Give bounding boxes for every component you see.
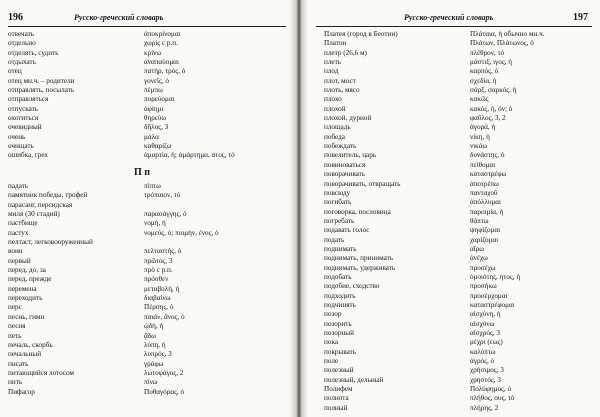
russian-headword: позор bbox=[324, 310, 342, 319]
russian-headword: перед, прежде bbox=[8, 275, 52, 284]
dictionary-entry bbox=[324, 77, 598, 86]
dictionary-entry bbox=[8, 275, 290, 284]
greek-translation: πίπτω bbox=[144, 182, 161, 190]
dictionary-entry bbox=[8, 30, 290, 39]
entries-right-page bbox=[324, 30, 598, 413]
dictionary-entry bbox=[324, 329, 598, 338]
greek-translation: φαῦλος, 3, 2 bbox=[470, 114, 506, 123]
greek-translation: χωρὶς с р.п. bbox=[144, 39, 178, 48]
greek-translation: πανταχοῦ bbox=[470, 188, 498, 197]
greek-translation: γράφω bbox=[144, 359, 164, 368]
greek-translation: μέχρι (εως) bbox=[470, 338, 503, 347]
greek-translation: μεταβολή, ἡ bbox=[144, 284, 180, 293]
russian-headword: поворачивать bbox=[324, 170, 366, 179]
russian-headword: писать bbox=[8, 359, 29, 368]
dictionary-entry bbox=[8, 303, 290, 312]
russian-headword: очевидный bbox=[8, 123, 42, 132]
russian-headword: позорный bbox=[324, 329, 354, 337]
dictionary-entry bbox=[324, 217, 598, 226]
russian-headword: подать bbox=[324, 235, 345, 244]
greek-translation: νομή, ἡ bbox=[144, 219, 166, 228]
dictionary-entry bbox=[324, 273, 598, 282]
russian-headword: подавать голос bbox=[324, 226, 370, 235]
greek-translation: ᾄδω bbox=[144, 331, 156, 340]
dictionary-entry bbox=[8, 49, 290, 58]
greek-translation: χρηστός, 3 bbox=[470, 375, 501, 384]
greek-translation: δυνάστης, ὁ bbox=[470, 151, 505, 160]
russian-headword: отвечать bbox=[8, 30, 35, 38]
russian-headword: повелитель, царь bbox=[324, 151, 377, 160]
greek-translation: ἀνέχω bbox=[470, 254, 488, 263]
russian-headword: парасанг, персидская bbox=[8, 200, 73, 209]
greek-translation: ὁμοιότης, ητος, ἡ bbox=[470, 272, 521, 281]
dictionary-entry bbox=[8, 191, 290, 200]
russian-headword: питающийся лотосом bbox=[8, 368, 75, 377]
russian-headword: победа bbox=[324, 132, 345, 141]
greek-translation: παροιμία, ἡ bbox=[470, 207, 504, 216]
greek-translation: πρῶτος, 3 bbox=[144, 256, 173, 265]
dictionary-entry bbox=[324, 357, 598, 366]
russian-headword: плеть bbox=[324, 58, 342, 67]
greek-translation: κακῶς bbox=[470, 95, 489, 104]
greek-translation: αἰσχύνω bbox=[470, 319, 495, 328]
russian-headword: побеждать bbox=[324, 142, 357, 151]
left-page bbox=[0, 0, 296, 417]
dictionary-entry bbox=[324, 404, 598, 413]
russian-headword: пока bbox=[324, 338, 339, 347]
dictionary-entry bbox=[324, 133, 598, 142]
russian-headword: Платея (город в Беотии) bbox=[324, 30, 398, 38]
entries-p-section bbox=[8, 182, 290, 397]
greek-translation: ἀποκρίνομαι bbox=[144, 30, 181, 38]
greek-translation: πείθομαι bbox=[470, 160, 496, 169]
russian-headword: полезный, дельный bbox=[324, 375, 384, 384]
greek-translation: πελταστής, ὁ bbox=[144, 247, 182, 256]
greek-translation: μάστιξ, ιγος, ἡ bbox=[470, 58, 513, 67]
dictionary-entry bbox=[324, 151, 598, 160]
dictionary-entry bbox=[324, 226, 598, 235]
greek-translation: θηρεύω bbox=[144, 114, 167, 123]
greek-translation: λωτοφάγος, 2 bbox=[144, 368, 184, 377]
greek-translation: ἁμαρτία, ἡ; ἁμάρτημα, ατος, τό bbox=[144, 151, 235, 160]
entries-o-section bbox=[8, 30, 290, 161]
greek-translation: πατήρ, τρός, ὁ bbox=[144, 67, 186, 76]
book-gutter bbox=[290, 0, 308, 417]
russian-headword: полезный bbox=[324, 366, 354, 375]
russian-headword: перс bbox=[8, 303, 22, 312]
russian-headword: отдыхать bbox=[8, 58, 36, 67]
russian-headword: отправлять, посылать bbox=[8, 86, 75, 95]
dictionary-entry bbox=[8, 322, 290, 331]
right-page bbox=[302, 0, 600, 417]
dictionary-entry bbox=[324, 58, 598, 67]
dictionary-entry bbox=[324, 123, 598, 132]
greek-translation: θάπτω bbox=[470, 216, 489, 225]
left-page-header bbox=[8, 12, 286, 24]
right-page-header bbox=[316, 12, 592, 24]
russian-headword: перед, до, за bbox=[8, 266, 46, 275]
greek-translation: καλύπτω bbox=[470, 347, 496, 356]
dictionary-entry bbox=[8, 219, 290, 228]
russian-headword: пелтаст, легковооруженный bbox=[8, 238, 93, 247]
russian-headword: поднимать, удерживать bbox=[324, 263, 396, 272]
russian-headword: переходить bbox=[8, 294, 43, 303]
section-letter-heading: П п bbox=[134, 167, 151, 178]
dictionary-entry bbox=[8, 369, 290, 378]
greek-translation: ψηφίζομαι bbox=[470, 226, 501, 235]
dictionary-entry bbox=[8, 105, 290, 114]
russian-headword: песня bbox=[8, 322, 26, 331]
greek-translation: πλήρης, 2 bbox=[470, 403, 499, 412]
russian-headword: ошибка, грех bbox=[8, 151, 49, 160]
dictionary-entry bbox=[324, 282, 598, 291]
dictionary-entry bbox=[324, 208, 598, 217]
russian-headword: отец мн.ч. – родители bbox=[8, 76, 75, 85]
greek-translation: παιάν, ᾶνος, ὁ bbox=[144, 312, 185, 321]
greek-translation: νίκη, ἡ bbox=[470, 132, 490, 141]
dictionary-entry bbox=[8, 86, 290, 95]
greek-translation: πορεύομαι bbox=[144, 95, 175, 104]
russian-headword: песнь, гимн bbox=[8, 312, 45, 321]
dictionary-entry bbox=[324, 376, 598, 385]
dictionary-entry bbox=[8, 133, 290, 142]
dictionary-entry bbox=[8, 285, 290, 294]
russian-headword: отпускать bbox=[8, 104, 39, 113]
dictionary-entry bbox=[324, 310, 598, 319]
greek-translation: καρπός, ὁ bbox=[470, 67, 499, 76]
dictionary-entry bbox=[8, 142, 290, 151]
dictionary-entry bbox=[324, 49, 598, 58]
greek-translation: πρόσθεν bbox=[144, 275, 169, 284]
russian-headword: миля (30 стадий) bbox=[8, 210, 60, 219]
greek-translation: προσέρχομαι bbox=[470, 291, 508, 300]
dictionary-entry bbox=[324, 30, 598, 39]
russian-headword: поговорка, пословица bbox=[324, 207, 391, 216]
russian-headword: плохо bbox=[324, 95, 342, 104]
russian-headword: Платон bbox=[324, 39, 347, 48]
dictionary-entry bbox=[8, 229, 290, 238]
russian-headword: подходить bbox=[324, 291, 356, 300]
russian-headword: отправляться bbox=[8, 95, 49, 104]
russian-headword: петь bbox=[8, 331, 22, 340]
russian-headword: подобие, сходство bbox=[324, 282, 380, 291]
dictionary-entry bbox=[324, 385, 598, 394]
dictionary-entry bbox=[8, 77, 290, 86]
russian-headword: отдельно bbox=[8, 39, 36, 48]
dictionary-entry bbox=[8, 388, 290, 397]
russian-headword: площадь bbox=[324, 123, 351, 132]
greek-translation: λυπρός, 3 bbox=[144, 350, 172, 359]
russian-headword: первый bbox=[8, 256, 31, 265]
greek-translation: σχεδία, ἡ bbox=[470, 76, 497, 85]
dictionary-entry bbox=[324, 245, 598, 254]
russian-headword: перемена bbox=[8, 284, 37, 293]
dictionary-entry bbox=[8, 360, 290, 369]
greek-translation: αἴρω bbox=[470, 244, 485, 253]
greek-translation: πίνω bbox=[144, 378, 158, 387]
dictionary-entry bbox=[324, 86, 598, 95]
greek-translation: προσήκω bbox=[470, 282, 497, 291]
greek-translation: καταστρέφω bbox=[470, 170, 507, 179]
dictionary-entry bbox=[8, 247, 290, 256]
russian-headword: повсюду bbox=[324, 188, 351, 197]
russian-headword: пастух bbox=[8, 228, 29, 237]
greek-translation: αἰσχρός, 3 bbox=[470, 329, 500, 337]
greek-translation: χρήσιμος, 3 bbox=[470, 366, 504, 375]
dictionary-entry bbox=[324, 320, 598, 329]
greek-translation: τρόπαιον, τό bbox=[144, 191, 181, 200]
greek-translation: νομεύς, ὁ; ποιμήν, ένος, ὁ bbox=[144, 228, 219, 237]
greek-translation: νικάω bbox=[470, 142, 488, 151]
dictionary-entry bbox=[8, 67, 290, 76]
russian-headword: плохой bbox=[324, 104, 346, 113]
dictionary-entry bbox=[324, 189, 598, 198]
russian-headword: падать bbox=[8, 182, 29, 190]
greek-translation: Πέρσης, ὁ bbox=[144, 303, 174, 312]
dictionary-entry bbox=[324, 292, 598, 301]
greek-translation: γονεῖς, ὁ bbox=[144, 76, 170, 85]
greek-translation: πλήθος, ους, τό bbox=[470, 394, 515, 403]
dictionary-entry bbox=[324, 366, 598, 375]
greek-translation: Πυθαγόρας, ὁ bbox=[144, 387, 185, 396]
russian-headword: подобать bbox=[324, 272, 352, 281]
dictionary-entry bbox=[8, 201, 290, 210]
greek-translation: μάλα bbox=[144, 132, 159, 141]
greek-translation: ἀναπαύομαι bbox=[144, 58, 179, 67]
dictionary-entry bbox=[324, 264, 598, 273]
greek-translation: κακός, ἡ, όν; ὁ bbox=[470, 104, 513, 113]
dictionary-entry bbox=[8, 350, 290, 359]
greek-translation: ἀποτρέπω bbox=[470, 179, 499, 188]
russian-headword: поднимать, принимать bbox=[324, 254, 393, 263]
greek-translation: ἀγορά, ἡ bbox=[470, 123, 496, 132]
dictionary-entry bbox=[324, 105, 598, 114]
dictionary-entry bbox=[8, 313, 290, 322]
dictionary-entry bbox=[324, 95, 598, 104]
dictionary-entry bbox=[8, 257, 290, 266]
russian-headword: покрывать bbox=[324, 347, 357, 356]
russian-headword: полный bbox=[324, 403, 348, 412]
dictionary-entry bbox=[8, 58, 290, 67]
dictionary-entry bbox=[324, 39, 598, 48]
russian-headword: охотиться bbox=[8, 114, 39, 123]
greek-translation: καταστρέφομαι bbox=[470, 300, 515, 309]
russian-headword: подчинять bbox=[324, 300, 356, 309]
greek-translation: Πλάταια, ἡ обычно мн.ч. bbox=[470, 30, 545, 38]
dictionary-entry bbox=[8, 182, 290, 191]
dictionary-entry bbox=[8, 238, 290, 247]
russian-headword: пастбище bbox=[8, 219, 38, 228]
greek-translation: ᾠδή, ἡ bbox=[144, 322, 164, 331]
russian-headword: пить bbox=[8, 378, 23, 387]
greek-translation: χαρίζομαι bbox=[470, 235, 499, 244]
dictionary-entry bbox=[324, 394, 598, 403]
dictionary-entry bbox=[324, 338, 598, 347]
russian-headword: очищать bbox=[8, 142, 34, 151]
running-title: Русско-греческий словарь bbox=[74, 13, 164, 22]
russian-headword: плохой, дурной bbox=[324, 114, 372, 123]
dictionary-entry bbox=[8, 95, 290, 104]
page-number: 197 bbox=[573, 12, 588, 23]
greek-translation: πρὸ с р.п. bbox=[144, 266, 173, 275]
greek-translation: καθαρίζω bbox=[144, 142, 172, 151]
dictionary-entry bbox=[8, 151, 290, 160]
page-number: 196 bbox=[8, 12, 23, 23]
russian-headword: плоть, мясо bbox=[324, 86, 360, 95]
russian-headword: повиноваться bbox=[324, 160, 366, 169]
dictionary-entry bbox=[324, 236, 598, 245]
greek-translation: ἀφίημι bbox=[144, 104, 164, 113]
greek-translation: Πλάτων, Πλάτωνος, ὁ bbox=[470, 39, 534, 48]
dictionary-entry bbox=[324, 301, 598, 310]
russian-headword: отделять, судить bbox=[8, 48, 59, 57]
russian-headword: погребать bbox=[324, 216, 355, 225]
russian-headword: очень bbox=[8, 132, 26, 141]
greek-translation: ἀγρός, ὁ bbox=[470, 357, 495, 366]
russian-headword: поднимать bbox=[324, 244, 357, 253]
dictionary-entry bbox=[8, 123, 290, 132]
greek-translation: λύπη, ἡ bbox=[144, 340, 166, 349]
header-rule bbox=[8, 26, 286, 27]
dictionary-entry bbox=[324, 348, 598, 357]
header-rule bbox=[316, 26, 592, 27]
russian-headword: позорить bbox=[324, 319, 352, 328]
russian-headword: Пифагор bbox=[8, 387, 35, 396]
greek-translation: πέμπω bbox=[144, 86, 163, 95]
dictionary-entry bbox=[324, 180, 598, 189]
dictionary-entry bbox=[8, 332, 290, 341]
greek-translation: σάρξ, σαρκός, ἡ bbox=[470, 86, 517, 95]
dictionary-entry bbox=[324, 198, 598, 207]
russian-headword: поворачивать, отвращать bbox=[324, 179, 401, 188]
russian-headword: печальный bbox=[8, 350, 42, 359]
greek-translation: προσέχω bbox=[470, 263, 496, 272]
russian-headword: воин bbox=[8, 247, 23, 256]
russian-headword: погибать bbox=[324, 198, 352, 207]
dictionary-entry bbox=[8, 341, 290, 350]
russian-headword: отец bbox=[8, 67, 22, 76]
greek-translation: αἰσχύνη, ἡ bbox=[470, 310, 501, 319]
greek-translation: Πολύφημος, ὁ bbox=[470, 385, 512, 394]
dictionary-entry bbox=[324, 254, 598, 263]
dictionary-entry bbox=[8, 210, 290, 219]
dictionary-entry bbox=[8, 39, 290, 48]
russian-headword: плетр (26,6 м) bbox=[324, 48, 367, 57]
greek-translation: διαβαίνω bbox=[144, 294, 171, 303]
dictionary-entry bbox=[8, 266, 290, 275]
dictionary-entry bbox=[324, 67, 598, 76]
russian-headword: Полифем bbox=[324, 385, 353, 394]
russian-headword: поле bbox=[324, 357, 339, 366]
dictionary-entry bbox=[324, 161, 598, 170]
dictionary-entry bbox=[324, 142, 598, 151]
russian-headword: плод bbox=[324, 67, 339, 76]
russian-headword: плот, мост bbox=[324, 76, 356, 85]
greek-translation: κρίνω bbox=[144, 48, 162, 57]
greek-translation: πλέθρον, τό bbox=[470, 48, 505, 57]
russian-headword: печаль, скорбь bbox=[8, 340, 53, 349]
greek-translation: δῆλος, 3 bbox=[144, 123, 169, 132]
dictionary-entry bbox=[324, 114, 598, 123]
greek-translation: ἀπόλλυμαι bbox=[470, 198, 501, 207]
dictionary-entry bbox=[324, 170, 598, 179]
dictionary-entry bbox=[8, 294, 290, 303]
russian-headword: полнота bbox=[324, 394, 349, 403]
dictionary-entry bbox=[8, 114, 290, 123]
dictionary-entry bbox=[8, 378, 290, 387]
greek-translation: παρασάγγης, ὁ bbox=[144, 210, 187, 219]
running-title: Русско-греческий словарь bbox=[404, 13, 494, 22]
russian-headword: памятник победы, трофей bbox=[8, 191, 88, 200]
